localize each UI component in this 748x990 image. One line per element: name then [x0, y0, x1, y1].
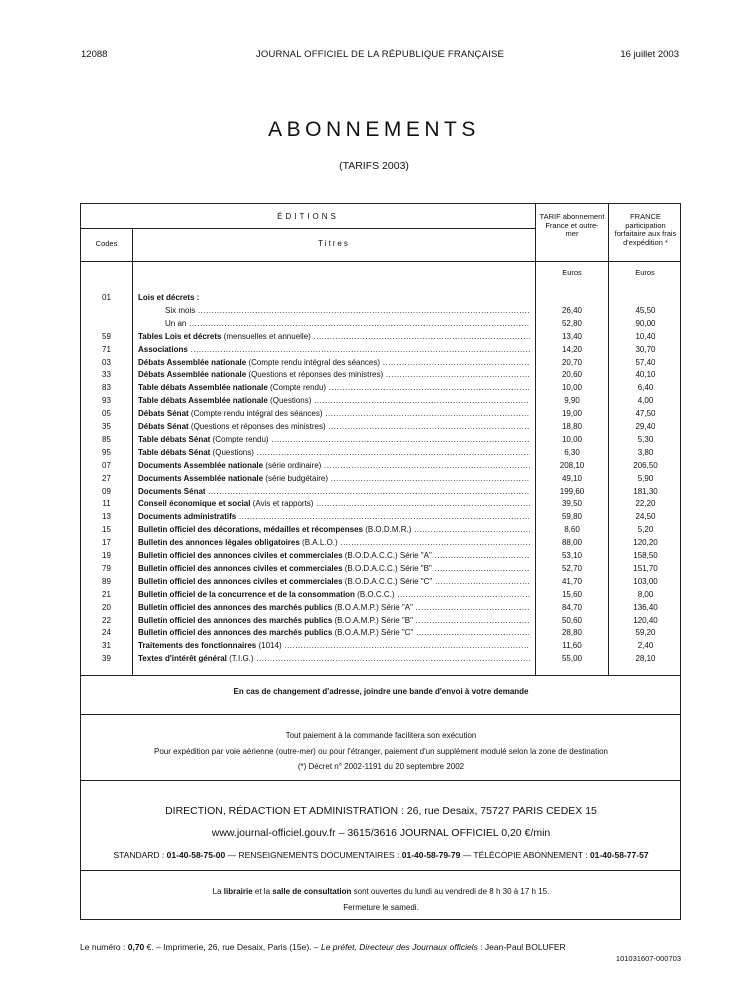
row-participation: 90,00 [635, 318, 656, 328]
row-participation: 120,40 [633, 615, 658, 625]
row-tarif: 52,80 [561, 318, 583, 328]
row-participation: 181,30 [633, 486, 658, 496]
row-tarif: 13,40 [561, 331, 583, 341]
row-code: 79 [102, 563, 111, 573]
table-row [81, 304, 681, 317]
row-tarif: 49,10 [561, 473, 583, 483]
row-tarif: 55,00 [561, 654, 583, 664]
row-tarif: 53,10 [561, 551, 583, 560]
row-tarif: 208,10 [559, 460, 585, 470]
table-row [81, 291, 681, 304]
row-title: Tables Lois et décrets (mensuelles et annuelle) ..... [138, 330, 530, 343]
standard-number: 01-40-58-75-00 [166, 850, 226, 860]
row-participation: 30,70 [635, 344, 656, 354]
row-code: 95 [102, 447, 111, 457]
row-tarif: 199,60 [559, 486, 585, 496]
row-tarif: 19,00 [561, 409, 583, 419]
table-row [81, 343, 681, 356]
row-tarif: 41,70 [561, 576, 583, 586]
row-tarif: 59,80 [561, 512, 583, 522]
unit-euros-tarif: Euros [562, 268, 582, 277]
row-code: 89 [102, 576, 111, 586]
row-code: 27 [102, 473, 111, 483]
row-title: Bulletin officiel des annonces des marchés publics (B.O.A.M.P.) Série "C" ..... [138, 626, 530, 639]
row-tarif: 10,00 [561, 383, 583, 393]
row-title: Traitements des fonctionnaires (1014) ..... [138, 639, 530, 652]
page-header [81, 49, 679, 63]
table-row [81, 420, 681, 433]
table-row [81, 446, 681, 459]
row-title: Un an ..... [165, 317, 530, 330]
table-row [81, 497, 681, 510]
row-participation: 57,40 [635, 357, 656, 367]
table-row [81, 433, 681, 446]
row-title: Débats Sénat (Compte rendu intégral des séances) ..... [138, 407, 530, 420]
row-participation: 10,40 [635, 331, 656, 341]
row-code: 09 [102, 486, 111, 496]
table-row [81, 601, 681, 614]
row-code: 33 [102, 370, 111, 380]
row-tarif: 18,80 [561, 422, 583, 431]
row-title: Textes d'intérêt général (T.I.G.) ..... [138, 652, 530, 665]
librairie-notice [81, 884, 681, 915]
page-title: ABONNEMENTS [268, 118, 480, 141]
row-tarif: 84,70 [561, 602, 583, 612]
row-tarif: 10,00 [561, 434, 583, 444]
row-title: Bulletin officiel des décorations, médailles et récompenses (B.O.D.M.R.) ..... [138, 523, 530, 536]
row-code: 83 [102, 383, 111, 393]
row-title: Table débats Sénat (Questions) ..... [138, 446, 530, 459]
page-footer [80, 942, 681, 963]
row-code: 13 [102, 512, 111, 522]
standard-label: STANDARD : [113, 850, 167, 860]
table-row [81, 356, 681, 369]
issue-date: 16 juillet 2003 [620, 49, 679, 60]
row-code: 17 [102, 538, 111, 548]
row-title: Table débats Assemblée nationale (Compte rendu) ..... [138, 381, 530, 394]
tarif-header: TARIF abonnement France et outre-mer [539, 212, 605, 238]
website-line: www.journal-officiel.gouv.fr – 3615/3616 JOURNAL OFFICIEL 0,20 €/min [211, 827, 551, 839]
payment-notice [81, 728, 681, 775]
row-participation: 158,50 [633, 551, 658, 560]
row-participation: 206,50 [633, 460, 658, 470]
table-row [81, 536, 681, 549]
row-code: 19 [102, 551, 111, 560]
row-code: 85 [102, 434, 111, 444]
row-code: 05 [102, 409, 111, 419]
row-title: Débats Assemblée nationale (Questions et réponses des ministres) ..... [138, 368, 530, 381]
row-code: 59 [102, 331, 111, 341]
row-title: Table débats Assemblée nationale (Questions) ..... [138, 394, 530, 407]
table-row [81, 614, 681, 627]
telecopie-number: 01-40-58-77-57 [589, 850, 649, 860]
table-row [81, 472, 681, 485]
row-tarif: 9,90 [564, 396, 580, 406]
table-row [81, 575, 681, 588]
librairie-line-2: Fermeture le samedi. [343, 902, 419, 912]
row-title: Bulletin officiel des annonces civiles et commerciales (B.O.D.A.C.C.) Série "A" ..... [138, 549, 530, 562]
editions-header: ÉDITIONS [277, 212, 339, 221]
row-title: Six mois ..... [165, 304, 530, 317]
table-row [81, 562, 681, 575]
codes-header: Codes [95, 239, 118, 248]
row-tarif: 6,30 [564, 447, 580, 457]
row-tarif: 26,40 [561, 305, 583, 315]
journal-title: JOURNAL OFFICIEL DE LA RÉPUBLIQUE FRANÇAISE [255, 49, 505, 60]
renseignements-number: 01-40-58-79-79 [401, 850, 461, 860]
row-participation: 45,50 [635, 305, 656, 315]
row-title: Débats Sénat (Questions et réponses des ministres) ..... [138, 420, 530, 433]
france-header: FRANCE participation forfaitaire aux frais d'expédition * [614, 212, 677, 247]
footer-line: Le numéro : 0,70 €. – Imprimerie, 26, rue Desaix, Paris (15e). – Le préfet, Directeur des Journaux officiels : Jean-Paul BOLUFER [80, 942, 566, 952]
row-participation: 4,00 [637, 396, 654, 406]
row-code: 01 [102, 293, 111, 302]
row-participation: 40,10 [635, 370, 656, 380]
row-participation: 120,20 [633, 538, 658, 548]
row-tarif: 20,70 [561, 357, 583, 367]
payment-line-1: Tout paiement à la commande facilitera son exécution [285, 731, 477, 740]
row-participation: 5,20 [637, 525, 654, 535]
table-row [81, 639, 681, 652]
row-code: 22 [102, 615, 111, 625]
direction-address: DIRECTION, RÉDACTION ET ADMINISTRATION : 26, rue Desaix, 75727 PARIS CEDEX 15 [165, 805, 597, 817]
row-title: Documents Sénat ..... [138, 485, 530, 498]
table-row [81, 510, 681, 523]
row-tarif: 39,50 [561, 499, 583, 509]
row-title: Documents Assemblée nationale (série ordinaire) ..... [138, 459, 530, 472]
row-title: Documents Assemblée nationale (série budgétaire) ..... [138, 472, 530, 485]
table-row [81, 485, 681, 498]
row-participation: 24,50 [635, 512, 656, 522]
row-participation: 103,00 [633, 576, 658, 586]
row-code: 03 [102, 357, 111, 367]
row-tarif: 14,20 [561, 344, 583, 354]
row-title: Bulletin officiel des annonces des marchés publics (B.O.A.M.P.) Série "B" ..... [138, 614, 530, 627]
row-participation: 28,10 [635, 654, 656, 664]
row-title: Bulletin officiel de la concurrence et de la consommation (B.O.C.C.) ..... [138, 588, 530, 601]
subscription-box [80, 203, 681, 920]
row-code: 24 [102, 628, 111, 638]
table-row [81, 626, 681, 639]
table-row [81, 407, 681, 420]
row-title: Bulletin officiel des annonces civiles et commerciales (B.O.D.A.C.C.) Série "B" ..... [138, 562, 530, 575]
row-code: 31 [102, 641, 111, 651]
row-tarif: 88,00 [561, 538, 583, 548]
row-title: Conseil économique et social (Avis et rapports) ..... [138, 497, 530, 510]
direction-block [81, 800, 681, 866]
payment-line-2: Pour expédition par voie aérienne (outre-mer) ou pour l'étranger, paiement d'un supplément modulé selon la zone de destination [153, 746, 608, 756]
row-tarif: 15,60 [561, 589, 583, 599]
row-code: 93 [102, 396, 111, 406]
table-row [81, 459, 681, 472]
row-code: 35 [102, 422, 111, 431]
row-participation: 151,70 [633, 563, 658, 573]
table-row [81, 368, 681, 381]
row-tarif: 50,60 [561, 615, 583, 625]
phone-line [81, 844, 681, 866]
row-code: 20 [102, 602, 111, 612]
row-participation: 47,50 [635, 409, 656, 419]
table-row [81, 549, 681, 562]
row-title: Table débats Sénat (Compte rendu) ..... [138, 433, 530, 446]
row-participation: 5,30 [637, 434, 654, 444]
row-code: 15 [102, 525, 111, 535]
row-tarif: 28,80 [561, 628, 583, 638]
row-code: 07 [102, 460, 111, 470]
row-participation: 3,80 [637, 447, 654, 457]
row-participation: 59,20 [635, 628, 656, 638]
librairie-line-1: La librairie et la salle de consultation sont ouvertes du lundi au vendredi de 8 h 30 à 17 h 15. [212, 887, 550, 896]
row-participation: 2,40 [637, 641, 654, 651]
table-row [81, 652, 681, 665]
table-row [81, 317, 681, 330]
row-participation: 29,40 [635, 422, 656, 431]
row-title: Bulletin officiel des annonces des marchés publics (B.O.A.M.P.) Série "A" ..... [138, 601, 530, 614]
row-title: Documents administratifs ..... [138, 510, 530, 523]
row-title: Bulletin des annonces légales obligatoires (B.A.L.O.) ..... [138, 536, 530, 549]
row-participation: 136,40 [633, 602, 658, 612]
telecopie-label: — TÉLÉCOPIE ABONNEMENT : [460, 850, 590, 860]
row-title: Débats Assemblée nationale (Compte rendu intégral des séances) ..... [138, 356, 530, 369]
row-code: 11 [102, 499, 111, 509]
table-row [81, 330, 681, 343]
table-row [81, 523, 681, 536]
page-number: 12088 [81, 49, 108, 60]
address-change-notice: En cas de changement d'adresse, joindre une bande d'envoi à votre demande [233, 687, 529, 696]
row-code: 21 [102, 589, 111, 599]
row-tarif: 20,60 [561, 370, 583, 380]
unit-euros-france: Euros [635, 268, 655, 277]
row-code: 71 [102, 344, 111, 354]
table-row [81, 394, 681, 407]
row-tarif: 52,70 [561, 563, 583, 573]
row-title: Associations ..... [138, 343, 530, 356]
row-participation: 22,20 [635, 499, 656, 509]
titres-header: Titres [318, 239, 350, 248]
table-row [81, 381, 681, 394]
renseignements-label: — RENSEIGNEMENTS DOCUMENTAIRES : [225, 850, 402, 860]
row-code: 39 [102, 654, 111, 664]
table-row [81, 588, 681, 601]
row-tarif: 8,60 [564, 525, 580, 535]
row-title: Bulletin officiel des annonces civiles et commerciales (B.O.D.A.C.C.) Série "C" ..... [138, 575, 530, 588]
row-participation: 5,90 [637, 473, 654, 483]
row-participation: 8,00 [637, 589, 654, 599]
row-tarif: 11,60 [562, 641, 582, 651]
page-subtitle: (TARIFS 2003) [339, 160, 409, 172]
footer-reference: 101031607-000703 [615, 954, 681, 963]
row-participation: 6,40 [637, 383, 654, 393]
row-title: Lois et décrets : [138, 293, 200, 302]
decree-line: (*) Décret n° 2002-1191 du 20 septembre 2002 [297, 762, 465, 771]
